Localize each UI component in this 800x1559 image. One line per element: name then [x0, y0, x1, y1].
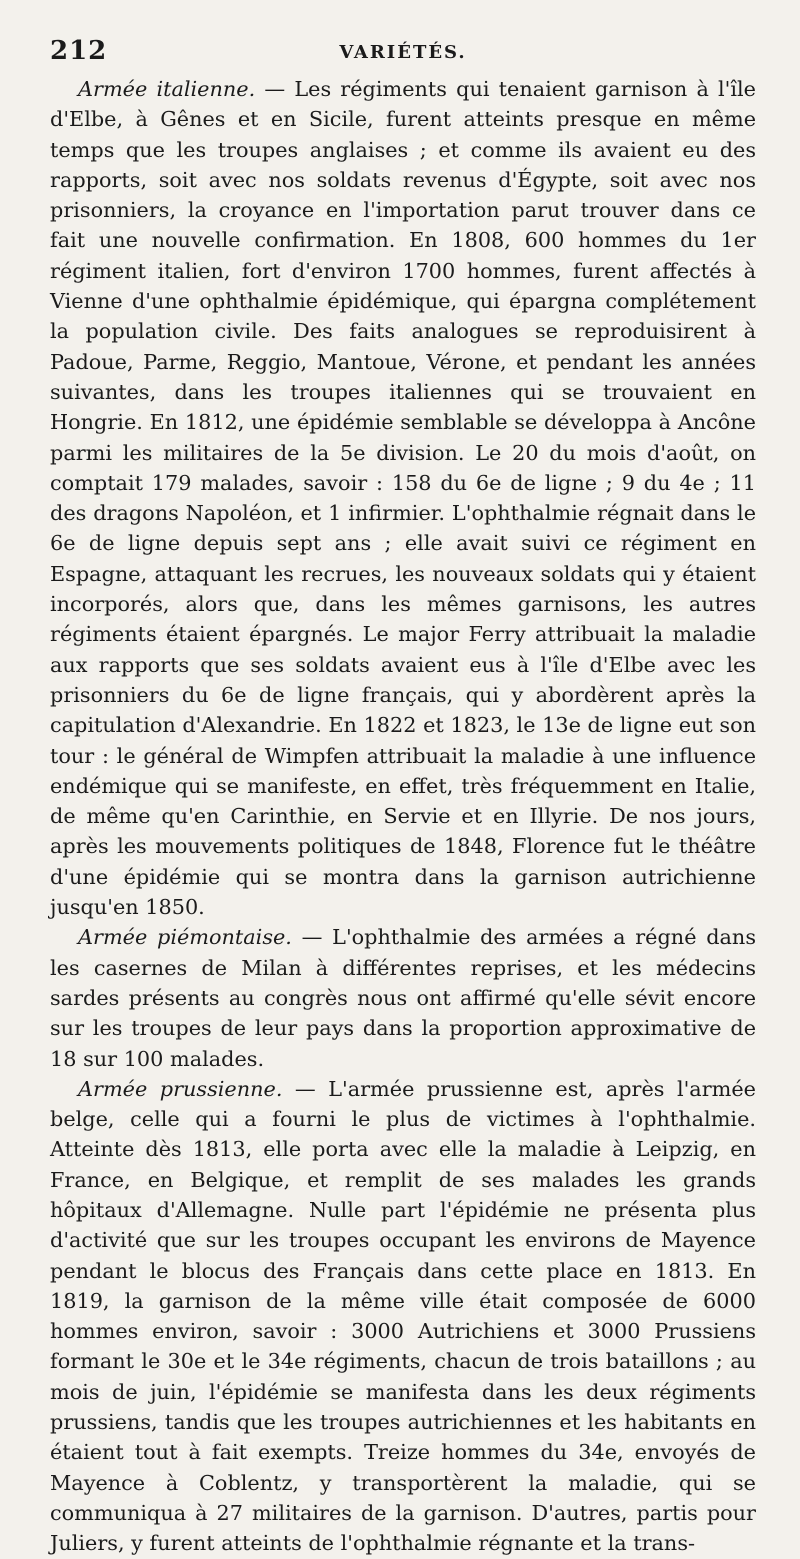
- paragraph-armee-piemontaise: [50, 922, 756, 1073]
- page-number: 212: [50, 36, 108, 66]
- section-lead: Armée prussienne.: [78, 1076, 283, 1101]
- paragraph-armee-prussienne: [50, 1074, 756, 1559]
- paragraph-armee-italienne: [50, 74, 756, 922]
- body-text: [50, 74, 756, 1559]
- page-header: [50, 30, 756, 74]
- running-title: VARIÉTÉS.: [339, 42, 467, 63]
- paragraph-text: — L'armée prussienne est, après l'armée belge, celle qui a fourni le plus de victimes à l'ophthalmie. Atteinte dès 1813, elle porta avec elle la maladie à Leipzig, en France, en Belgique, et remplit de ses malades les grands hôpitaux d'Allemagne. Nulle part l'épidémie ne présenta plus d'activité que sur les troupes occupant les environs de Mayence pendant le blocus des Français dans cette place en 1813. En 1819, la garnison de la même ville était composée de 6000 hommes environ, savoir : 3000 Autrichiens et 3000 Prussiens formant le 30e et le 34e régiments, chacun de trois bataillons ; au mois de juin, l'épidémie se manifesta dans les deux régiments prussiens, tandis que les troupes autrichiennes et les habitants en étaient tout à fait exempts. Treize hommes du 34e, envoyés de Mayence à Coblentz, y transportèrent la maladie, qui se communiqua à 27 militaires de la garnison. D'autres, partis pour Juliers, y furent atteints de l'ophthalmie régnante et la trans-: [50, 1076, 756, 1556]
- section-lead: Armée italienne.: [78, 77, 256, 101]
- paragraph-text: — Les régiments qui tenaient garnison à l'île d'Elbe, à Gênes et en Sicile, furent atteints presque en même temps que les troupes anglaises ; et comme ils avaient eu des rapports, soit avec nos soldats revenus d'Égypte, soit avec nos prisonniers, la croyance en l'importation parut trouver dans ce fait une nouvelle confirmation. En 1808, 600 hommes du 1er régiment italien, fort d'environ 1700 hommes, furent affectés à Vienne d'une ophthalmie épidémique, qui épargna complétement la population civile. Des faits analogues se reproduisirent à Padoue, Parme, Reggio, Mantoue, Vérone, et pendant les années suivantes, dans les troupes italiennes qui se trouvaient en Hongrie. En 1812, une épidémie semblable se développa à Ancône parmi les militaires de la 5e division. Le 20 du mois d'août, on comptait 179 malades, savoir : 158 du 6e de ligne ; 9 du 4e ; 11 des dragons Napoléon, et 1 infirmier. L'ophthalmie régnait dans le 6e de ligne depuis sept ans ; elle avait suivi ce régiment en Espagne, attaquant les recrues, les nouveaux soldats qui y étaient incorporés, alors que, dans les mêmes garnisons, les autres régiments étaient épargnés. Le major Ferry attribuait la maladie aux rapports que ses soldats avaient eus à l'île d'Elbe avec les prisonniers du 6e de ligne français, qui y abordèrent après la capitulation d'Alexandrie. En 1822 et 1823, le 13e de ligne eut son tour : le général de Wimpfen attribuait la maladie à une influence endémique qui se manifeste, en effet, très fréquemment en Italie, de même qu'en Carinthie, en Servie et en Illyrie. De nos jours, après les mouvements politiques de 1848, Florence fut le théâtre d'une épidémie qui se montra dans la garnison autrichienne jusqu'en 1850.: [50, 77, 756, 920]
- section-lead: Armée piémontaise.: [78, 925, 292, 950]
- paragraph-text: — L'ophthalmie des armées a régné dans les casernes de Milan à différentes reprises, et les médecins sardes présents au congrès nous ont affirmé qu'elle sévit encore sur les troupes de leur pays dans la proportion approximative de 18 sur 100 malades.: [50, 925, 756, 1071]
